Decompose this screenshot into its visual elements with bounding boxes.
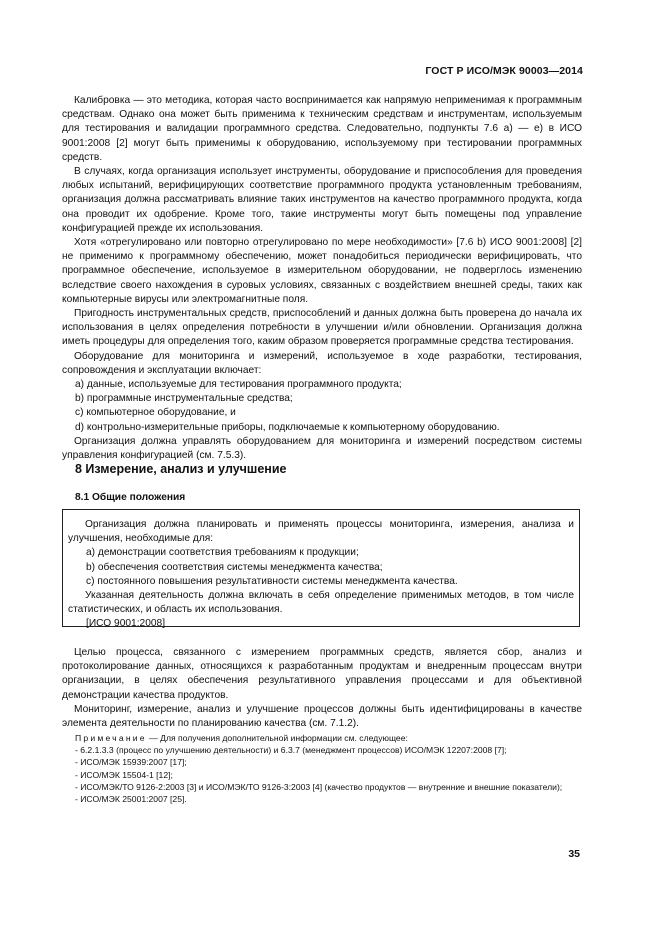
quote-intro: Организация должна планировать и применять процессы мониторинга, измерения, анализа и улучшения, необходимые для:: [68, 519, 574, 545]
note-block: [75, 732, 580, 805]
quote-closing: Указанная деятельность должна включать в себя определение применимых методов, в том числе статистических, и область их использования.: [68, 590, 574, 616]
paragraph: Калибровка — это методика, которая часто воспринимается как напрямую неприменимая к программным средствам. Однако она может быть применима к техническим средствам и инструментам, используемым для тестирования и валидации программного средства. Следовательно, подпункты 7.6 а) — е) в ИСО 9001:2008 [2] могут быть применимы к оборудованию, используемому при тестировании программных средств.: [62, 95, 582, 163]
note-intro: [75, 732, 580, 744]
note-item: - 6.2.1.3.3 (процесс по улучшению деятельности) и 6.3.7 (менеджмент процессов) ИСО/МЭК 12207:2008 [7];: [75, 745, 507, 756]
note-item: - ИСО/МЭК 15504-1 [12];: [75, 769, 173, 780]
paragraph: Хотя «отрегулировано или повторно отрегулировано по мере необходимости» [7.6 b) ИСО 9001:2008] [2] не применимо к программному обеспечению, может понадобиться периодически верифицировать, что программное обеспечение, используемое в измерительном оборудовании, не подверглось изменению вследствие своего нахождения в суровых условиях, связанных с воздействием внешней среды, таких как компьютерные вирусы или электромагнитные поля.: [62, 237, 582, 305]
page-header-standard: ГОСТ Р ИСО/МЭК 90003—2014: [425, 65, 583, 77]
quote-reference: [ИСО 9001:2008]: [86, 618, 166, 630]
note-label: Примечание: [75, 733, 147, 743]
quoted-requirement-box: [62, 509, 580, 630]
paragraph: Целью процесса, связанного с измерением программных средств, является сбор, анализ и протоколирование данных, относящихся к разработанным продуктам и внедренным процессам внутри организации, в целях обеспечения результативного управления процессами и для объективной демонстрации качества продуктов.: [62, 647, 582, 701]
paragraph: Организация должна управлять оборудованием для мониторинга и измерений посредством системы управления конфигурацией (см. 7.5.3).: [62, 435, 582, 462]
paragraph: В случаях, когда организация использует инструменты, оборудование и приспособления для проведения любых испытаний, верифицирующих соответствие программного продукта установленным требованиям, организация должна рассматривать влияние таких инструментов на качество программного продукта, когда она проводит их одобрение. Кроме того, такие инструменты могут быть помещены под управление конфигурацией прежде их использования.: [62, 166, 582, 234]
list-item: b) программные инструментальные средства;: [75, 393, 293, 405]
subsection-heading: 8.1 Общие положения: [75, 492, 186, 503]
paragraph: Мониторинг, измерение, анализ и улучшение процессов должны быть идентифицированы в качестве элемента деятельности по планированию качества (см. 7.1.2).: [62, 703, 582, 730]
note-item: - ИСО/МЭК/ТО 9126-2:2003 [3] и ИСО/МЭК/ТО 9126-3:2003 [4] (качество продуктов — внутренние и внешние показатели);: [75, 781, 563, 792]
page-number: 35: [568, 848, 580, 860]
note-item: - ИСО/МЭК 15939:2007 [17];: [75, 757, 187, 768]
bottom-text-block: [62, 646, 582, 731]
list-item: c) компьютерное оборудование, и: [75, 407, 236, 419]
list-item: а) данные, используемые для тестирования программного продукта;: [75, 379, 402, 391]
quote-list-item: c) постоянного повышения результативности системы менеджмента качества.: [86, 575, 458, 587]
top-text-block: [62, 94, 582, 463]
section-heading: 8 Измерение, анализ и улучшение: [75, 462, 287, 476]
paragraph: Пригодность инструментальных средств, приспособлений и данных должна быть проверена до начала их использования в целях определения потребности в улучшении и/или обновлении. Организация должна иметь процедуры для определения того, каким образом проверяется программные средства тестирования.: [62, 308, 582, 348]
note-intro-text: — Для получения дополнительной информации см. следующее:: [146, 733, 408, 743]
list-item: d) контрольно-измерительные приборы, подключаемые к компьютерному оборудованию.: [75, 421, 500, 433]
note-item: - ИСО/МЭК 25001:2007 [25].: [75, 794, 187, 805]
quote-list-item: а) демонстрации соответствия требованиям к продукции;: [86, 547, 359, 559]
paragraph: Оборудование для мониторинга и измерений, используемое в ходе разработки, тестирования, сопровождения и эксплуатации включает:: [62, 350, 582, 376]
quote-list-item: b) обеспечения соответствия системы менеджмента качества;: [86, 561, 383, 573]
